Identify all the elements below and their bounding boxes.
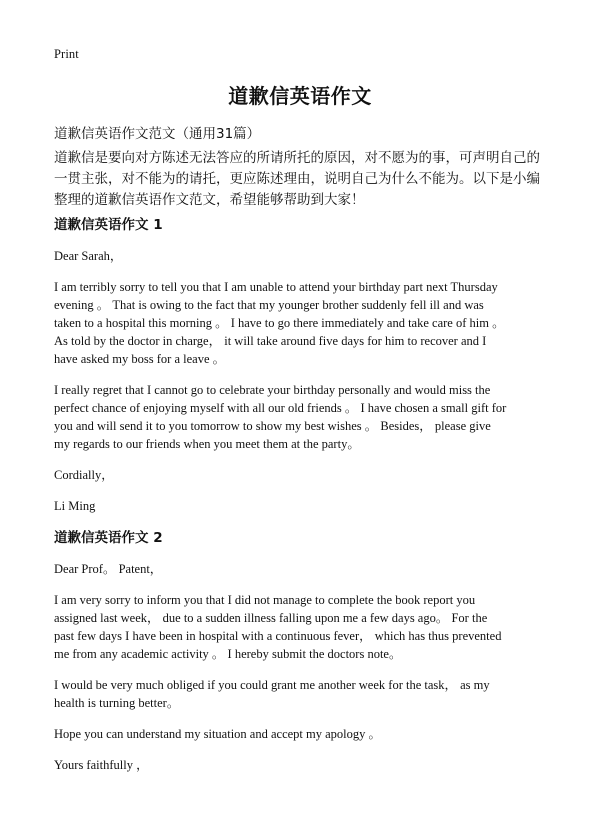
text-line: I am terribly sorry to tell you that I am unable to attend your birthday part next Thursday: [54, 280, 498, 294]
print-label[interactable]: Print: [54, 47, 79, 61]
page-title: 道歉信英语作文: [228, 84, 372, 108]
section-heading: 道歉信英语作文 1: [54, 217, 163, 233]
text-line: Dear Prof。 Patent，: [54, 562, 163, 576]
text-line: Yours faithfully ，: [54, 758, 149, 772]
body-paragraph: [54, 676, 550, 712]
signature: [54, 497, 550, 515]
text-line: perfect chance of enjoying myself with all our old friends 。 I have chosen a small gift for: [54, 401, 507, 415]
text-line: Cordially，: [54, 468, 114, 482]
text-line: health is turning better。: [54, 696, 180, 710]
text-line: taken to a hospital this morning 。 I have to go there immediately and take care of him 。: [54, 316, 505, 330]
text-line: I am very sorry to inform you that I did not manage to complete the book report you: [54, 593, 476, 607]
article-content: [54, 215, 550, 787]
body-paragraph: [54, 725, 550, 743]
text-line: I really regret that I cannot go to celebrate your birthday personally and would miss the: [54, 383, 491, 397]
text-line: me from any academic activity 。 I hereby submit the doctors note。: [54, 647, 402, 661]
body-paragraph: [54, 381, 550, 453]
text-line: assigned last week， due to a sudden illness falling upon me a few days ago。 For the: [54, 611, 488, 625]
section-heading: 道歉信英语作文 2: [54, 530, 163, 546]
salutation: [54, 247, 550, 265]
essay-section-1: [54, 215, 550, 515]
intro-line: 道歉信是要向对方陈述无法答应的所请所托的原因，对不愿为的事，可声明自己的: [54, 150, 540, 166]
subtitle: 道歉信英语作文范文（通用31篇）: [54, 126, 261, 142]
text-line: my regards to our friends when you meet them at the party。: [54, 437, 360, 451]
text-line: past few days I have been in hospital with a continuous fever， which has thus prevented: [54, 629, 502, 643]
essay-section-2: [54, 528, 550, 774]
closing: [54, 466, 550, 484]
text-line: evening 。 That is owing to the fact that my younger brother suddenly fell ill and was: [54, 298, 484, 312]
intro-paragraph: [54, 148, 554, 211]
text-line: As told by the doctor in charge， it will take around five days for him to recover and I: [54, 334, 487, 348]
salutation: [54, 560, 550, 578]
text-line: Hope you can understand my situation and accept my apology 。: [54, 727, 382, 741]
text-line: I would be very much obliged if you could grant me another week for the task， as my: [54, 678, 490, 692]
closing: [54, 756, 550, 774]
text-line: you and will send it to you tomorrow to show my best wishes 。 Besides， please give: [54, 419, 491, 433]
intro-line: 一贯主张，对不能为的请托，更应陈述理由，说明自己为什么不能为。以下是小编: [54, 171, 540, 187]
intro-line: 整理的道歉信英语作文范文，希望能够帮助到大家！: [54, 192, 365, 208]
text-line: Dear Sarah，: [54, 249, 123, 263]
body-paragraph: [54, 591, 550, 663]
body-paragraph: [54, 278, 550, 368]
text-line: have asked my boss for a leave 。: [54, 352, 226, 366]
text-line: Li Ming: [54, 499, 96, 513]
